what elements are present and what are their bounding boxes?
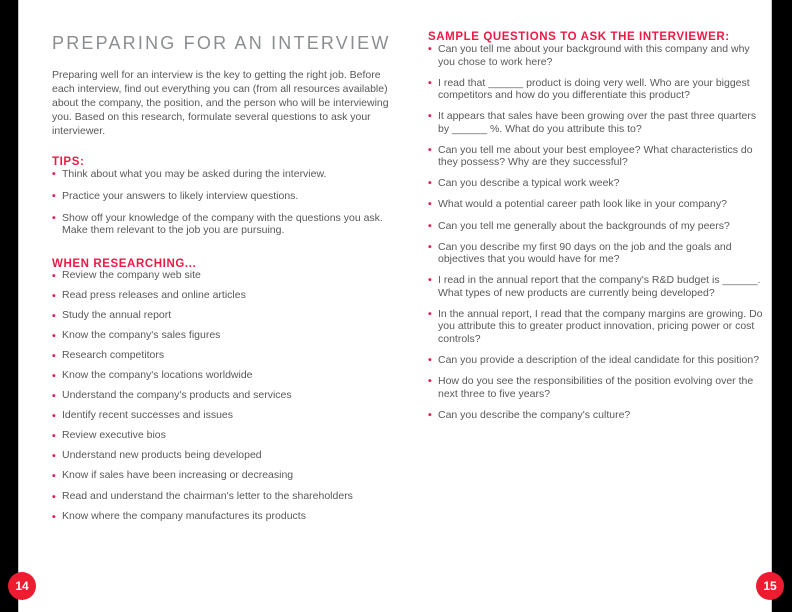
- page-title: PREPARING FOR AN INTERVIEW: [52, 33, 391, 53]
- right-page-edge-band: [771, 0, 792, 612]
- sample-questions-heading: SAMPLE QUESTIONS TO ASK THE INTERVIEWER:: [428, 31, 730, 43]
- bullet-icon: •: [428, 307, 432, 320]
- research-list-item: [52, 430, 399, 443]
- research-heading: WHEN RESEARCHING...: [52, 257, 197, 270]
- bullet-icon: •: [52, 430, 56, 443]
- bullet-icon: •: [428, 43, 432, 55]
- list-item-text: Can you tell me about your background with this company and why you chose to work here?: [438, 43, 750, 68]
- bullet-icon: •: [52, 390, 56, 403]
- bullet-icon: •: [52, 370, 56, 382]
- list-item-text: Research competitors: [62, 348, 165, 361]
- bullet-icon: •: [428, 408, 432, 421]
- question-list-item: [428, 308, 764, 346]
- bullet-icon: •: [52, 211, 56, 224]
- question-list-item: [428, 198, 764, 211]
- research-list-item: [52, 270, 399, 283]
- list-item-text: Know the company's sales figures: [62, 328, 221, 341]
- question-list-item: [428, 375, 764, 400]
- research-list-item: [52, 491, 399, 504]
- list-item-text: Can you describe my first 90 days on the job and the goals and objectives that you would have for me?: [438, 240, 732, 266]
- list-item-text: Identify recent successes and issues: [62, 409, 234, 422]
- bullet-icon: •: [52, 167, 56, 180]
- question-list-item: [428, 409, 764, 422]
- question-list-item: [428, 274, 764, 299]
- bullet-icon: •: [428, 219, 432, 232]
- list-item-text: In the annual report, I read that the company margins are growing. Do you attribute this to greater product innovation, pricing power or cost controls?: [438, 307, 763, 345]
- bullet-icon: •: [52, 189, 56, 202]
- list-item-text: Can you tell me generally about the backgrounds of my peers?: [438, 219, 730, 232]
- list-item-text: Can you describe the company's culture?: [438, 408, 631, 421]
- research-list-item: [52, 330, 399, 343]
- list-item-text: Understand the company's products and services: [62, 389, 292, 402]
- page-number-badge-right: [756, 572, 784, 600]
- list-item-text: Practice your answers to likely interview questions.: [62, 189, 299, 202]
- research-list: [52, 270, 399, 524]
- list-item-text: Can you tell me about your best employee? What characteristics do they possess? Why are they successful?: [438, 143, 753, 169]
- research-list-item: [52, 310, 399, 323]
- page-number-badge-left: [8, 572, 36, 600]
- bullet-icon: •: [52, 490, 56, 503]
- list-item-text: Can you describe a typical work week?: [438, 177, 620, 190]
- bullet-icon: •: [428, 177, 432, 190]
- question-list-item: [428, 43, 764, 68]
- question-list-item: [428, 110, 764, 135]
- research-list-item: [52, 350, 399, 363]
- bullet-icon: •: [428, 198, 432, 211]
- research-list-item: [52, 470, 399, 483]
- research-list-item: [52, 511, 399, 524]
- bullet-icon: •: [428, 110, 432, 123]
- list-item-text: Review executive bios: [62, 429, 166, 442]
- bullet-icon: •: [52, 269, 56, 282]
- list-item-text: Know where the company manufactures its products: [62, 509, 306, 522]
- question-list-item: [428, 241, 764, 266]
- bullet-icon: •: [52, 349, 56, 362]
- bullet-icon: •: [428, 274, 432, 287]
- list-item-text: What would a potential career path look like in your company?: [438, 198, 727, 211]
- bullet-icon: •: [52, 450, 56, 463]
- question-list-item: [428, 220, 764, 233]
- bullet-icon: •: [52, 289, 56, 302]
- bullet-icon: •: [52, 510, 56, 523]
- list-item-text: Show off your knowledge of the company with the questions you ask. Make them relevant to the job you are pursuing.: [62, 211, 383, 237]
- list-item-text: Review the company web site: [62, 268, 201, 281]
- list-item-text: I read that ______ product is doing very well. Who are your biggest competitors and how do you differentiate this product?: [438, 76, 750, 102]
- tips-list-item: [52, 190, 399, 203]
- page-number-left: 14: [15, 579, 29, 593]
- bullet-icon: •: [428, 240, 432, 253]
- tips-list-item: [52, 168, 399, 181]
- research-list-item: [52, 450, 399, 463]
- list-item-text: Read press releases and online articles: [62, 288, 246, 301]
- list-item-text: Know if sales have been increasing or decreasing: [62, 469, 294, 482]
- question-list-item: [428, 77, 764, 102]
- bullet-icon: •: [52, 470, 56, 483]
- bullet-icon: •: [52, 309, 56, 322]
- list-item-text: Understand new products being developed: [62, 449, 262, 462]
- page-number-right: 15: [763, 579, 777, 593]
- research-list-item: [52, 370, 399, 383]
- questions-list: [428, 43, 764, 421]
- research-list-item: [52, 390, 399, 403]
- right-page-column: [428, 0, 764, 430]
- list-item-text: Study the annual report: [62, 308, 172, 321]
- question-list-item: [428, 354, 764, 367]
- left-page-edge-band: [0, 0, 19, 612]
- research-list-item: [52, 290, 399, 303]
- tips-list: [52, 168, 399, 237]
- list-item-text: Think about what you may be asked during the interview.: [62, 167, 327, 180]
- bullet-icon: •: [428, 353, 432, 366]
- question-list-item: [428, 144, 764, 169]
- bullet-icon: •: [428, 143, 432, 156]
- list-item-text: I read in the annual report that the company's R&D budget is ______. What types of new products are currently being developed?: [438, 274, 761, 299]
- research-list-item: [52, 410, 399, 423]
- bullet-icon: •: [428, 76, 432, 89]
- left-page-column: [52, 0, 399, 531]
- list-item-text: It appears that sales have been growing over the past three quarters by ______ %. What do you attribute this to?: [438, 110, 757, 135]
- tips-heading: TIPS:: [52, 155, 85, 168]
- list-item-text: Know the company's locations worldwide: [62, 369, 253, 381]
- list-item-text: Can you provide a description of the ideal candidate for this position?: [438, 353, 760, 366]
- bullet-icon: •: [52, 329, 56, 342]
- question-list-item: [428, 177, 764, 190]
- tips-list-item: [52, 212, 399, 237]
- list-item-text: How do you see the responsibilities of the position evolving over the next three to five years?: [438, 375, 754, 400]
- list-item-text: Read and understand the chairman's letter to the shareholders: [62, 489, 353, 502]
- bullet-icon: •: [428, 375, 432, 388]
- bullet-icon: •: [52, 410, 56, 423]
- intro-paragraph: Preparing well for an interview is the key to getting the right job. Before each interview, find out everything you can (from all resources available) about the company, the position, and the person who will be interviewing you. Based on this research, formulate several questions to ask your interviewer.: [52, 69, 389, 137]
